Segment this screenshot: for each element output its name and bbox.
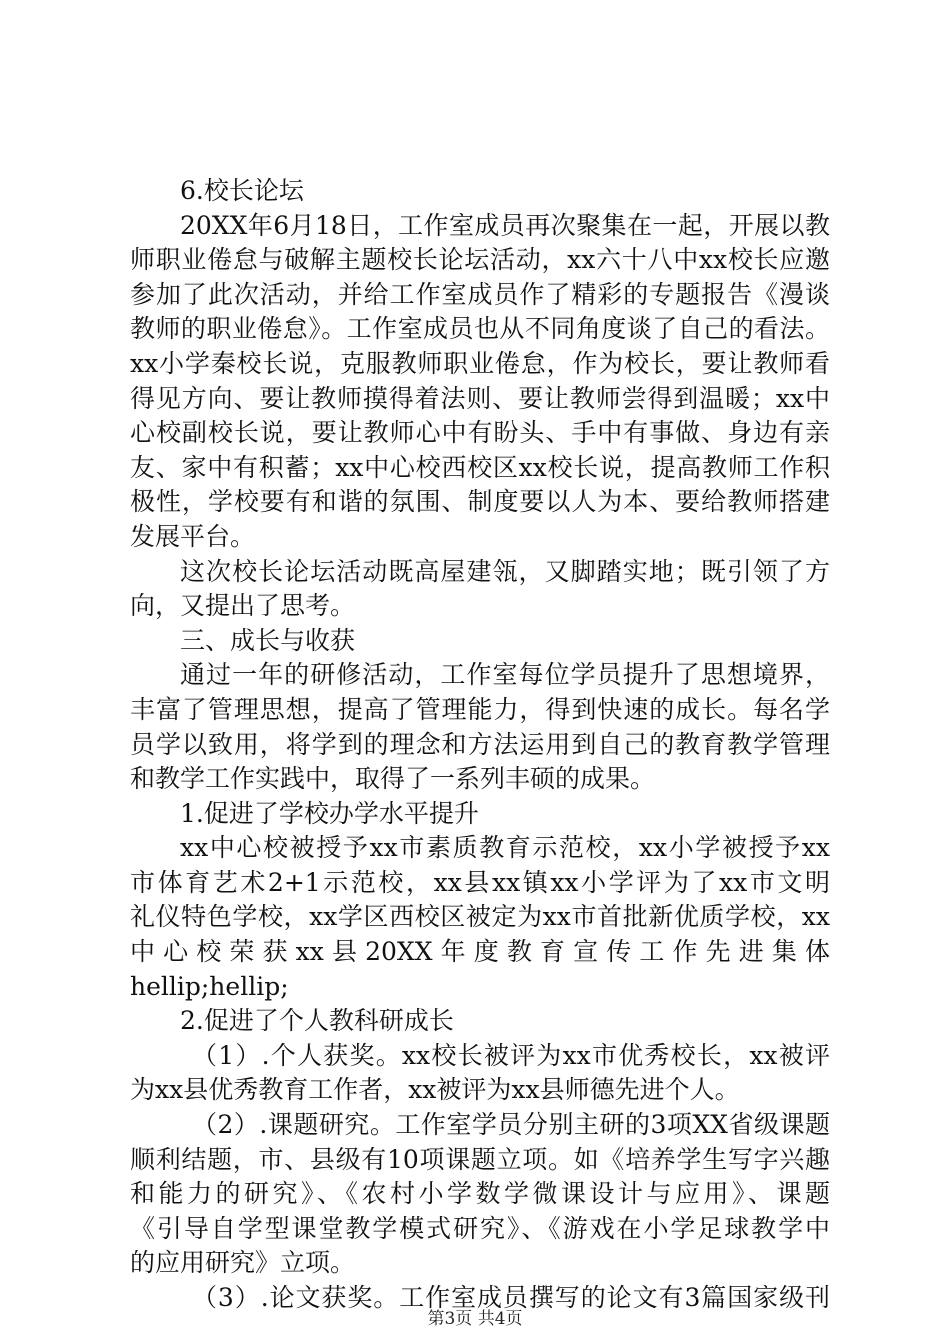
text-line: 1.促进了学校办学水平提升 [180,798,479,828]
body-text [130,174,830,1316]
text-line: 《引导自学型课堂教学模式研究》、《游戏在小学足球教学中 [130,1213,830,1243]
page-footer: 第3页 共4页 [427,1309,523,1329]
text-line: 极性，学校要有和谐的氛围、制度要以人为本、要给教师搭建 [130,487,830,517]
text-line: 参加了此次活动，并给工作室成员作了精彩的专题报告《漫谈 [130,279,830,309]
text-line: 中心校荣获xx县20XX年度教育宣传工作先进集体 [130,937,830,967]
text-line: 员学以致用，将学到的理念和方法运用到自己的教育教学管理 [130,729,830,759]
text-line: （2）.课题研究。工作室学员分别主研的3项XX省级课题 [192,1110,830,1140]
text-line: 发展平台。 [130,521,256,551]
text-line: （1）.个人获奖。xx校长被评为xx市优秀校长，xx被评 [192,1040,830,1070]
text-line: 的应用研究》立项。 [130,1248,356,1278]
text-line: 这次校长论坛活动既高屋建瓴，又脚踏实地；既引领了方 [180,556,830,586]
text-line: 为xx县优秀教育工作者，xx被评为xx县师德先进个人。 [130,1075,740,1105]
text-line: xx中心校被授予xx市素质教育示范校，xx小学被授予xx [180,833,830,863]
text-line: 和能力的研究》、《农村小学数学微课设计与应用》、课题 [130,1179,830,1209]
text-line: 通过一年的研修活动，工作室每位学员提升了思想境界， [180,660,830,690]
text-line: 和教学工作实践中，取得了一系列丰硕的成果。 [130,764,656,794]
text-line: 2.促进了个人教科研成长 [180,1006,454,1036]
text-line: 6.校长论坛 [180,176,304,205]
text-line: 市体育艺术2+1示范校，xx县xx镇xx小学评为了xx市文明 [130,867,830,897]
text-line: 礼仪特色学校，xx学区西校区被定为xx市首批新优质学校，xx [130,902,830,932]
text-line: 友、家中有积蓄；xx中心校西校区xx校长说，提高教师工作积 [130,452,830,482]
text-line: 20XX年6月18日，工作室成员再次聚集在一起，开展以教 [180,210,830,240]
text-line: xx小学秦校长说，克服教师职业倦怠，作为校长，要让教师看 [130,348,830,378]
text-line: （3）.论文获奖。工作室成员撰写的论文有3篇国家级刊 [192,1283,830,1312]
text-line: 三、成长与收获 [180,625,356,655]
text-line: hellip;hellip; [130,971,289,1001]
text-line: 得见方向、要让教师摸得着法则、要让教师尝得到温暖；xx中 [130,383,830,413]
text-line: 丰富了管理思想，提高了管理能力，得到快速的成长。每名学 [130,694,830,724]
text-line: 向，又提出了思考。 [130,591,356,621]
text-line: 教师的职业倦怠》。工作室成员也从不同角度谈了自己的看法。 [130,314,830,344]
text-line: 师职业倦怠与破解主题校长论坛活动，xx六十八中xx校长应邀 [130,245,830,275]
text-line: 顺利结题，市、县级有10项课题立项。如《培养学生写字兴趣 [130,1144,830,1174]
text-line: 心校副校长说，要让教师心中有盼头、手中有事做、身边有亲 [130,418,830,448]
